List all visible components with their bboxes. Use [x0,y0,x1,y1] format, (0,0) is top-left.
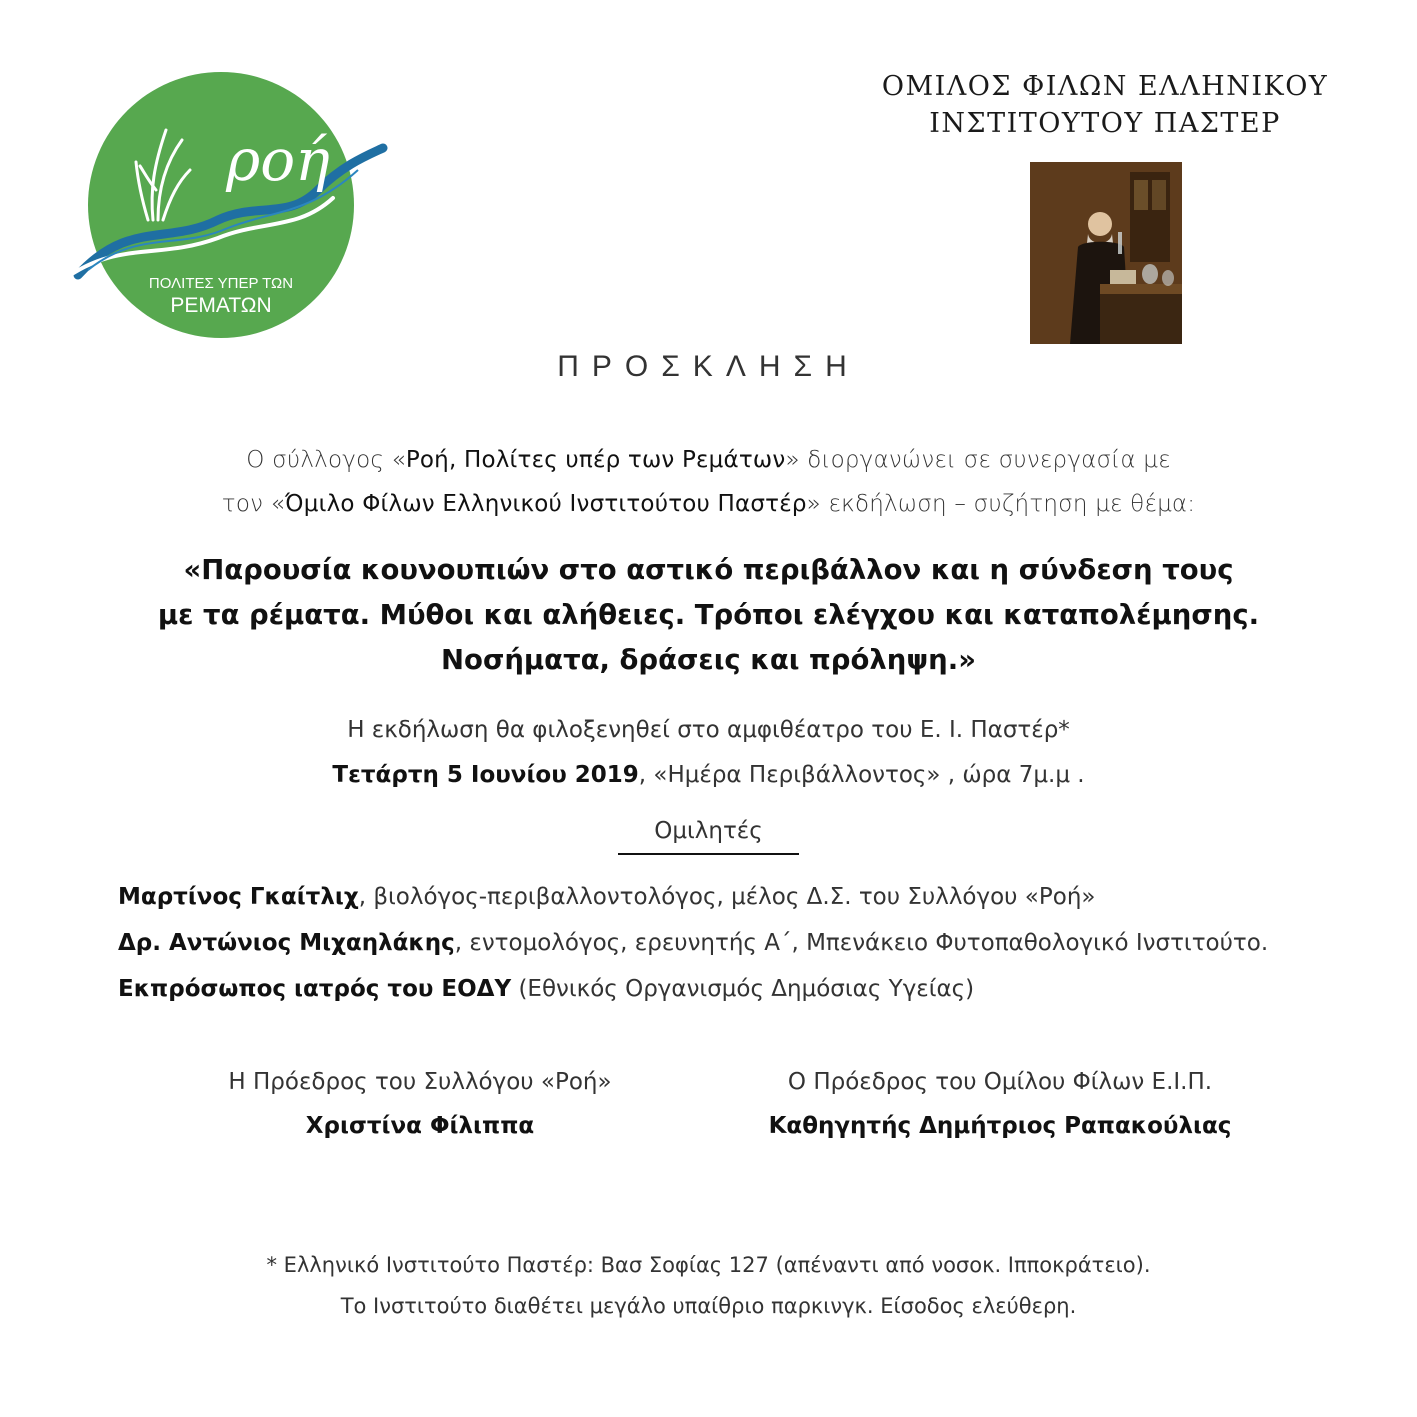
topic-line3: Νοσήματα, δράσεις και πρόληψη.» [441,644,976,676]
logo-line1: ΠΟΛΙΤΕΣ ΥΠΕΡ ΤΩΝ [148,275,294,292]
signature-right-role: Ο Πρόεδρος του Ομίλου Φίλων Ε.Ι.Π. [787,1069,1213,1095]
org-title-line1: ΟΜΙΛΟΣ ΦΙΛΩΝ ΕΛΛΗΝΙΚΟΥ [881,71,1329,102]
roi-logo [58,70,388,340]
venue-line: Η εκδήλωση θα φιλοξενηθεί στο αμφιθέατρο του Ε. Ι. Παστέρ* [347,717,1070,743]
intro-paragraph [100,438,1317,526]
reed-river-logo-icon [58,70,388,340]
org-title [860,68,1350,142]
speaker-name: Εκπρόσωπος ιατρός του ΕΟΔΥ [118,976,512,1002]
logo-line2: ΡΕΜΑΤΩΝ [170,294,272,317]
logo-script-text: ροή [226,126,330,194]
signature-left-role: Η Πρόεδρος του Συλλόγου «Ροή» [228,1069,612,1095]
event-topic [60,548,1357,683]
event-time: , «Ημέρα Περιβάλλοντος» , ώρα 7μ.μ . [638,762,1085,788]
org-title-line2: ΙΝΣΤΙΤΟΥΤΟΥ ΠΑΣΤΕΡ [929,108,1281,139]
footnote-line2: Το Ινστιτούτο διαθέτει μεγάλο υπαίθριο παρκινγκ. Είσοδος ελεύθερη. [340,1294,1077,1318]
signature-left-name: Χριστίνα Φίλιππα [305,1113,535,1139]
speakers-list [118,874,1378,1012]
signature-right-name: Καθηγητής Δημήτριος Ραπακούλιας [768,1113,1232,1139]
intro-org-pasteur: Όμιλο Φίλων Ελληνικού Ινστιτούτου Παστέρ [284,491,807,517]
signature-left [170,1060,670,1148]
event-venue [100,708,1317,798]
pasteur-portrait-icon [1030,162,1182,344]
signature-right [740,1060,1260,1148]
footnote-line1: * Ελληνικό Ινστιτούτο Παστέρ: Βασ Σοφίας 127 (απέναντι από νοσοκ. Ιπποκράτειο). [266,1253,1151,1277]
speaker-item [118,966,1378,1012]
speaker-item [118,920,1378,966]
invitation-title: ΠΡΟΣΚΛΗΣΗ [557,350,860,383]
event-date: Τετάρτη 5 Ιουνίου 2019 [332,762,639,788]
footnote [100,1245,1317,1327]
speakers-heading: Ομιλητές [618,818,799,855]
speaker-item [118,874,1378,920]
intro-text: » διοργανώνει σε συνεργασία με [785,447,1171,473]
speaker-desc: , βιολόγος-περιβαλλοντολόγος, μέλος Δ.Σ. του Συλλόγου «Ροή» [358,884,1096,910]
pasteur-painting [1030,162,1182,344]
topic-line2: με τα ρέματα. Μύθοι και αλήθειες. Τρόποι ελέγχου και καταπολέμησης. [157,599,1260,631]
speaker-desc: (Εθνικός Οργανισμός Δημόσιας Υγείας) [511,976,975,1002]
speaker-name: Μαρτίνος Γκαίτλιχ [118,884,359,910]
intro-text: » εκδήλωση – συζήτηση με θέμα: [806,491,1196,517]
speaker-name: Δρ. Αντώνιος Μιχαηλάκης [118,930,455,956]
speaker-desc: , εντομολόγος, ερευνητής Α΄, Μπενάκειο Φυτοπαθολογικό Ινστιτούτο. [454,930,1269,956]
intro-text: Ο σύλλογος « [246,447,406,473]
intro-org-roi: Ροή, Πολίτες υπέρ των Ρεμάτων [405,447,786,473]
topic-line1: «Παρουσία κουνουπιών στο αστικό περιβάλλον και η σύνδεση τους [183,554,1234,586]
intro-text: τον « [221,491,285,517]
